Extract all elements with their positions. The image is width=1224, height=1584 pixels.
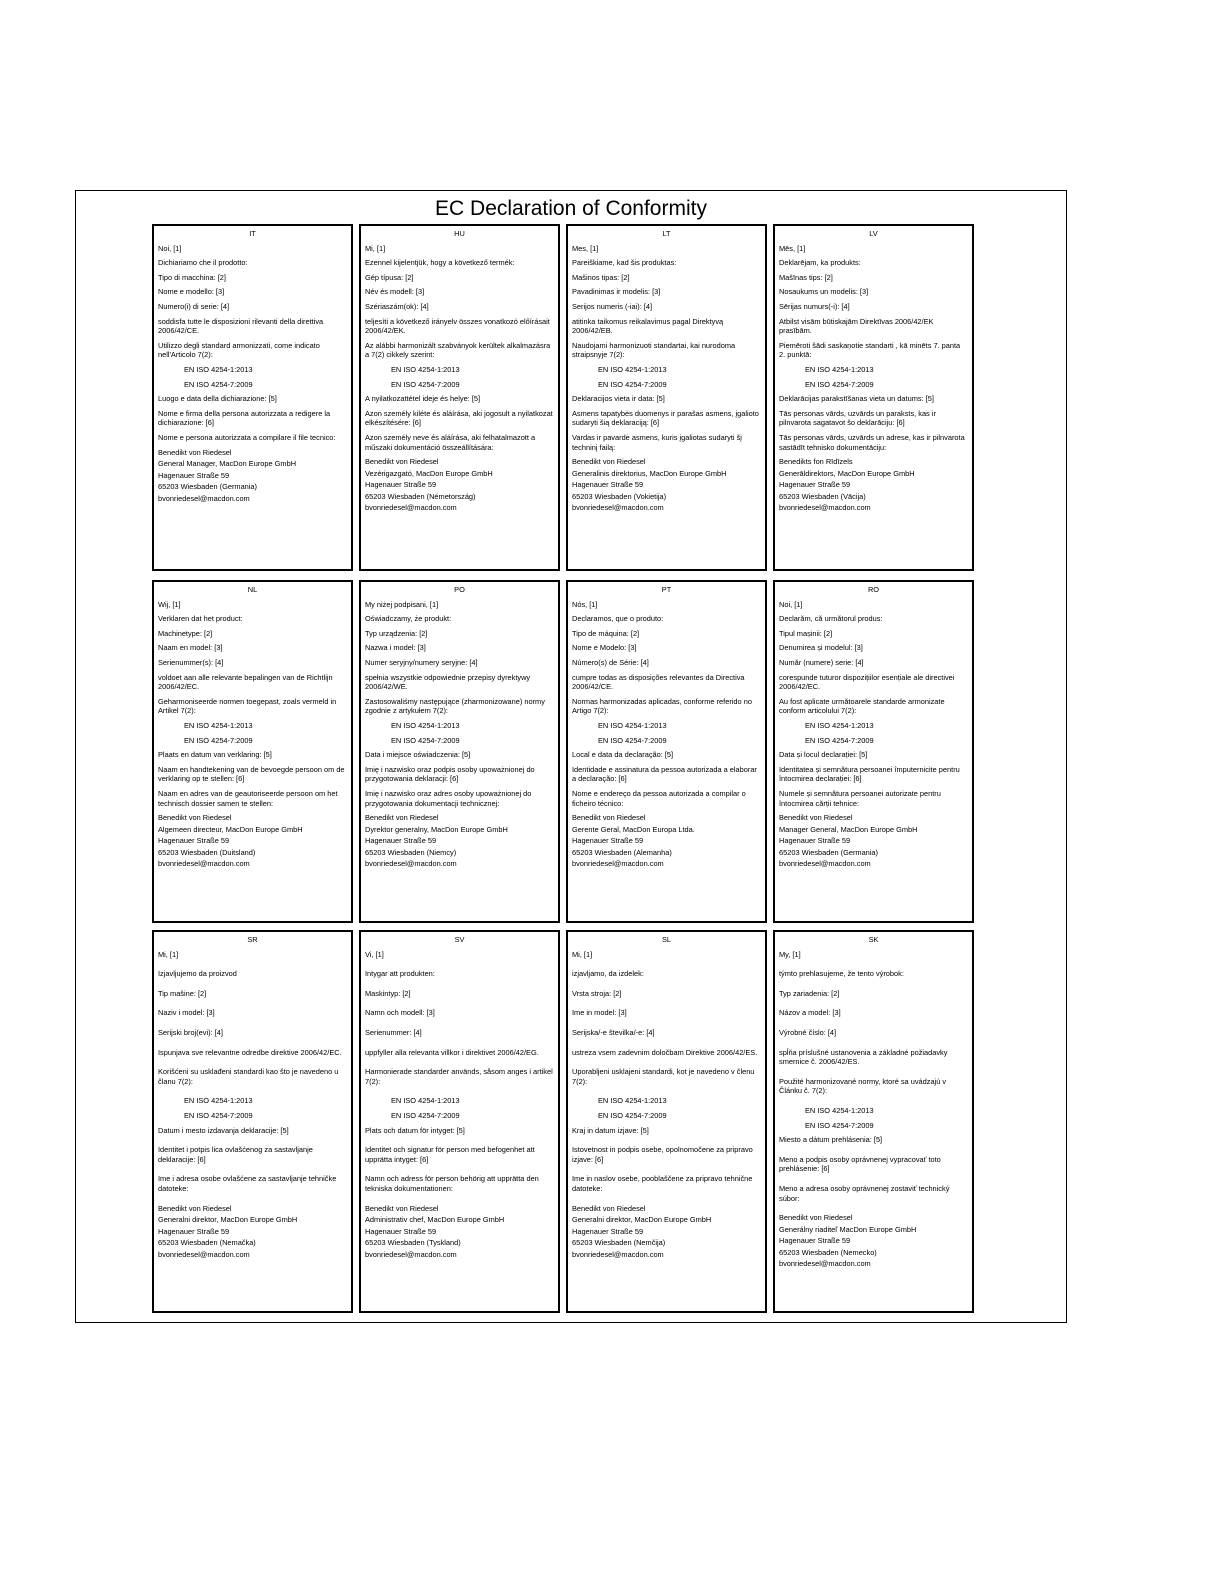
declaration-line: Vardas ir pavardė asmens, kuris įgaliotas sudaryti šį techninį failą: bbox=[572, 432, 742, 452]
standard-ref: EN ISO 4254-7:2009 bbox=[805, 1120, 874, 1130]
declaration-line: Tip mašine: [2] bbox=[158, 988, 207, 998]
declaration-line: Mi, [1] bbox=[572, 949, 593, 959]
signatory-line: Hagenauer Straße 59 bbox=[365, 1226, 437, 1236]
declaration-line: Identitatea și semnătura persoanei împuternicite pentru întocmirea declarației: [6] bbox=[779, 764, 960, 784]
declaration-line: Numele și semnătura persoanei autorizate pentru întocmirea cărții tehnice: bbox=[779, 788, 941, 808]
signatory-line: Generalni direktor, MacDon Europe GmbH bbox=[158, 1215, 298, 1225]
declaration-line: soddisfa tutte le disposizioni rilevanti della direttiva 2006/42/CE. bbox=[158, 316, 324, 336]
standard-ref: EN ISO 4254-1:2013 bbox=[598, 720, 667, 730]
declaration-line: teljesíti a következő irányelv összes vonatkozó előírásait 2006/42/EK. bbox=[365, 316, 550, 336]
signatory-line: 65203 Wiesbaden (Niemcy) bbox=[365, 847, 457, 857]
declaration-line: Maskintyp: [2] bbox=[365, 988, 411, 998]
declaration-line: Meno a adresa osoby oprávnenej zostaviť technický súbor: bbox=[779, 1183, 950, 1203]
signatory-line: Hagenauer Straße 59 bbox=[158, 1226, 230, 1236]
declaration-line: ustreza vsem zadevnim določbam Direktive 2006/42/ES. bbox=[572, 1047, 758, 1057]
signatory-line: 65203 Wiesbaden (Tyskland) bbox=[365, 1238, 461, 1248]
declaration-line: Tipo di macchina: [2] bbox=[158, 272, 226, 282]
declaration-line: Local e data da declaração: [5] bbox=[572, 750, 674, 760]
declaration-line: Número(s) de Série: [4] bbox=[572, 657, 649, 667]
declaration-line: Sērijas numurs(-i): [4] bbox=[779, 301, 850, 311]
declaration-line: Serienummer(s): [4] bbox=[158, 657, 224, 667]
language-code: SK bbox=[868, 935, 879, 944]
signatory-line: bvonriedesel@macdon.com bbox=[365, 503, 457, 513]
declaration-line: Tās personas vārds, uzvārds un paraksts, kas ir pilnvarota sagatavot šo deklarāciju: [6] bbox=[779, 408, 936, 428]
declaration-line: Mašinos tipas: [2] bbox=[572, 272, 630, 282]
signatory-line: Benedikt von Riedesel bbox=[158, 447, 232, 457]
signatory-line: General Manager, MacDon Europe GmbH bbox=[158, 459, 297, 469]
declaration-line: Istovetnost in podpis osebe, opolnomočene za pripravo izjave: [6] bbox=[572, 1145, 753, 1164]
declaration-line: Geharmoniseerde normen toegepast, zoals vermeld in Artikel 7(2): bbox=[158, 696, 337, 716]
language-code: SV bbox=[454, 935, 465, 944]
signatory-line: 65203 Wiesbaden (Germania) bbox=[779, 847, 879, 857]
signatory-line: 65203 Wiesbaden (Nemecko) bbox=[779, 1247, 877, 1257]
signatory-line: 65203 Wiesbaden (Nemčija) bbox=[572, 1238, 666, 1248]
declaration-line: Korišćeni su usklađeni standardi kao što je navedeno u članu 7(2): bbox=[158, 1067, 339, 1086]
declaration-line: Deklaracijos vieta ir data: [5] bbox=[572, 394, 665, 404]
signatory-line: bvonriedesel@macdon.com bbox=[365, 859, 457, 869]
standard-ref: EN ISO 4254-1:2013 bbox=[805, 1105, 874, 1115]
declaration-line: Nome e Modelo: [3] bbox=[572, 643, 637, 653]
signatory-block bbox=[572, 457, 761, 513]
signatory-line: Administrativ chef, MacDon Europe GmbH bbox=[365, 1215, 505, 1225]
declaration-line: Datum i mesto izdavanja deklaracije: [5] bbox=[158, 1125, 289, 1135]
signatory-line: bvonriedesel@macdon.com bbox=[158, 1249, 250, 1259]
signatory-line: bvonriedesel@macdon.com bbox=[158, 493, 250, 503]
declaration-line: Serijska/-e številka/-e: [4] bbox=[572, 1027, 655, 1037]
standard-ref: EN ISO 4254-1:2013 bbox=[184, 720, 253, 730]
declaration-line: Au fost aplicate următoarele standarde armonizate conform articolului 7(2): bbox=[779, 696, 945, 716]
declaration-line: Wij, [1] bbox=[158, 599, 181, 609]
declaration-line: Pareiškiame, kad šis produktas: bbox=[572, 258, 677, 268]
signatory-line: bvonriedesel@macdon.com bbox=[779, 503, 871, 513]
signatory-line: Generálny riaditeľ MacDon Europe GmbH bbox=[779, 1224, 917, 1234]
signatory-line: Benedikt von Riedesel bbox=[365, 813, 439, 823]
panel-lv bbox=[773, 224, 974, 571]
declaration-line: Luogo e data della dichiarazione: [5] bbox=[158, 394, 277, 404]
declaration-line: Intygar att produkten: bbox=[365, 969, 435, 979]
declaration-line: Asmens tapatybės duomenys ir parašas asmens, įgalioto sudaryti šią deklaraciją: [6] bbox=[572, 408, 759, 428]
declaration-line: Ezennel kijelentjük, hogy a következő termék: bbox=[365, 258, 515, 268]
panel-lt bbox=[566, 224, 767, 571]
declaration-line: Deklarējam, ka produkts: bbox=[779, 258, 861, 268]
declaration-line: Zastosowaliśmy następujące (zharmonizowane) normy zgodnie z artykułem 7(2): bbox=[365, 696, 545, 716]
declaration-line: Numero(i) di serie: [4] bbox=[158, 301, 230, 311]
declaration-line: Utilizzo degli standard armonizzati, come indicato nell'Articolo 7(2): bbox=[158, 340, 320, 360]
signatory-line: 65203 Wiesbaden (Németország) bbox=[365, 491, 476, 501]
signatory-line: Benedikt von Riedesel bbox=[158, 1203, 232, 1213]
language-code: HU bbox=[454, 229, 465, 238]
signatory-block bbox=[158, 813, 347, 869]
signatory-line: 65203 Wiesbaden (Alemanha) bbox=[572, 847, 672, 857]
standard-ref: EN ISO 4254-1:2013 bbox=[805, 720, 874, 730]
declaration-line: My, [1] bbox=[779, 949, 801, 959]
standard-ref: EN ISO 4254-1:2013 bbox=[391, 720, 460, 730]
panel-it bbox=[152, 224, 353, 571]
declaration-line: spĺňa príslušné ustanovenia a základné požiadavky smernice č. 2006/42/ES. bbox=[779, 1047, 948, 1067]
signatory-block bbox=[572, 1204, 761, 1260]
declaration-line: Identitet och signatur för person med befogenhet att upprätta intyget: [6] bbox=[365, 1145, 535, 1164]
standard-ref: EN ISO 4254-7:2009 bbox=[184, 735, 253, 745]
signatory-line: Benedikts fon Rīdīzels bbox=[779, 457, 853, 467]
signatory-line: Benedikt von Riedesel bbox=[365, 1203, 439, 1213]
signatory-line: bvonriedesel@macdon.com bbox=[779, 1259, 871, 1269]
declaration-line: Tipo de máquina: [2] bbox=[572, 628, 640, 638]
signatory-line: 65203 Wiesbaden (Duitsland) bbox=[158, 847, 256, 857]
signatory-line: Benedikt von Riedesel bbox=[572, 813, 646, 823]
signatory-line: bvonriedesel@macdon.com bbox=[365, 1249, 457, 1259]
declaration-line: Serienummer: [4] bbox=[365, 1027, 422, 1037]
signatory-line: Hagenauer Straße 59 bbox=[572, 836, 644, 846]
standard-ref: EN ISO 4254-1:2013 bbox=[391, 1096, 460, 1106]
standard-ref: EN ISO 4254-7:2009 bbox=[391, 379, 460, 389]
signatory-line: 65203 Wiesbaden (Nemačka) bbox=[158, 1238, 256, 1248]
declaration-line: voldoet aan alle relevante bepalingen van de Richtlijn 2006/42/EC. bbox=[158, 672, 333, 692]
declaration-line: týmto prehlasujeme, že tento výrobok: bbox=[779, 969, 904, 979]
declaration-line: Kraj in datum izjave: [5] bbox=[572, 1125, 649, 1135]
panel-po bbox=[359, 580, 560, 923]
standard-ref: EN ISO 4254-1:2013 bbox=[598, 364, 667, 374]
signatory-line: bvonriedesel@macdon.com bbox=[779, 859, 871, 869]
declaration-line: Ime in naslov osebe, pooblaščene za pripravo tehnične datoteke: bbox=[572, 1174, 753, 1193]
standard-ref: EN ISO 4254-1:2013 bbox=[184, 1096, 253, 1106]
declaration-line: Verklaren dat het product: bbox=[158, 614, 243, 624]
signatory-line: Hagenauer Straße 59 bbox=[779, 480, 851, 490]
declaration-line: Ime i adresa osobe ovlašćene za sastavljanje tehničke datoteke: bbox=[158, 1174, 337, 1193]
signatory-line: Hagenauer Straße 59 bbox=[779, 836, 851, 846]
signatory-block bbox=[158, 1204, 347, 1260]
page-title: EC Declaration of Conformity bbox=[435, 197, 707, 220]
declaration-line: Mi, [1] bbox=[365, 243, 386, 253]
signatory-line: 65203 Wiesbaden (Germania) bbox=[158, 482, 258, 492]
declaration-line: Machinetype: [2] bbox=[158, 628, 213, 638]
declaration-line: atitinka taikomus reikalavimus pagal Direktyvą 2006/42/EB. bbox=[572, 316, 724, 336]
declaration-line: Nome e persona autorizzata a compilare il file tecnico: bbox=[158, 432, 336, 442]
declaration-line: cumpre todas as disposições relevantes da Directiva 2006/42/CE. bbox=[572, 672, 745, 692]
signatory-line: 65203 Wiesbaden (Vācija) bbox=[779, 491, 866, 501]
language-code: RO bbox=[867, 585, 880, 594]
standard-ref: EN ISO 4254-7:2009 bbox=[184, 379, 253, 389]
declaration-line: Az alábbi harmonizált szabványok kerültek alkalmazásra a 7(2) cikkely szerint: bbox=[365, 340, 551, 360]
signatory-line: Benedikt von Riedesel bbox=[572, 1203, 646, 1213]
declaration-line: Nós, [1] bbox=[572, 599, 598, 609]
declaration-line: Nosaukums un modelis: [3] bbox=[779, 287, 869, 297]
declaration-line: Nome e endereço da pessoa autorizada a compilar o ficheiro técnico: bbox=[572, 788, 746, 808]
declaration-line: Gép típusa: [2] bbox=[365, 272, 414, 282]
declaration-line: Azon személy neve és aláírása, aki felhatalmazott a műszaki dokumentáció összeállítására: bbox=[365, 432, 536, 452]
standard-ref: EN ISO 4254-1:2013 bbox=[598, 1096, 667, 1106]
signatory-line: Hagenauer Straße 59 bbox=[572, 480, 644, 490]
declaration-line: Miesto a dátum prehlásenia: [5] bbox=[779, 1135, 883, 1145]
signatory-line: Dyrektor generalny, MacDon Europe GmbH bbox=[365, 824, 508, 834]
declaration-line: Vi, [1] bbox=[365, 949, 384, 959]
declaration-line: Harmonierade standarder används, såsom anges i artikel 7(2): bbox=[365, 1067, 553, 1086]
declaration-line: Atbilst visām būtiskajām Direktīvas 2006/42/EK prasībām. bbox=[779, 316, 934, 336]
declaration-line: Szériaszám(ok): [4] bbox=[365, 301, 429, 311]
signatory-line: Benedikt von Riedesel bbox=[158, 813, 232, 823]
declaration-line: Név és modell: [3] bbox=[365, 287, 425, 297]
signatory-block bbox=[779, 457, 968, 513]
signatory-line: Benedikt von Riedesel bbox=[365, 457, 439, 467]
signatory-line: Manager General, MacDon Europe GmbH bbox=[779, 824, 918, 834]
declaration-line: Naudojami harmonizuoti standartai, kai nurodoma straipsnyje 7(2): bbox=[572, 340, 736, 360]
signatory-block bbox=[158, 448, 347, 504]
declaration-line: Namn och adress för person behörig att upprätta den tekniska dokumentationen: bbox=[365, 1174, 539, 1193]
signatory-block bbox=[365, 813, 554, 869]
declaration-line: Oświadczamy, że produkt: bbox=[365, 614, 452, 624]
declaration-line: Mēs, [1] bbox=[779, 243, 806, 253]
standard-ref: EN ISO 4254-1:2013 bbox=[391, 364, 460, 374]
panel-sr bbox=[152, 930, 353, 1313]
signatory-line: 65203 Wiesbaden (Vokietija) bbox=[572, 491, 667, 501]
declaration-line: spełnia wszystkie odpowiednie przepisy dyrektywy 2006/42/WE. bbox=[365, 672, 531, 692]
declaration-line: uppfyller alla relevanta villkor i direktivet 2006/42/EG. bbox=[365, 1047, 539, 1057]
standard-ref: EN ISO 4254-7:2009 bbox=[184, 1110, 253, 1120]
signatory-line: bvonriedesel@macdon.com bbox=[158, 859, 250, 869]
signatory-line: Benedikt von Riedesel bbox=[779, 1213, 853, 1223]
declaration-line: Vrsta stroja: [2] bbox=[572, 988, 622, 998]
declaration-line: Tās personas vārds, uzvārds un adrese, kas ir pilnvarota sastādīt tehnisko dokumentāciju: bbox=[779, 432, 965, 452]
standard-ref: EN ISO 4254-7:2009 bbox=[805, 379, 874, 389]
declaration-line: Uporabljeni usklajeni standardi, kot je navedeno v členu 7(2): bbox=[572, 1067, 755, 1086]
signatory-line: bvonriedesel@macdon.com bbox=[572, 1249, 664, 1259]
standard-ref: EN ISO 4254-7:2009 bbox=[598, 1110, 667, 1120]
panel-sk bbox=[773, 930, 974, 1313]
declaration-line: Identitet i potpis lica ovlašćenog za sastavljanje deklaracije: [6] bbox=[158, 1145, 313, 1164]
declaration-line: Plaats en datum van verklaring: [5] bbox=[158, 750, 272, 760]
declaration-line: izjavljamo, da izdelek: bbox=[572, 969, 644, 979]
declaration-line: Plats och datum för intyget: [5] bbox=[365, 1125, 465, 1135]
signatory-line: bvonriedesel@macdon.com bbox=[572, 503, 664, 513]
language-code: PO bbox=[454, 585, 465, 594]
declaration-line: Namn och modell: [3] bbox=[365, 1008, 435, 1018]
declaration-line: Normas harmonizadas aplicadas, conforme referido no Artigo 7(2): bbox=[572, 696, 752, 716]
declaration-line: Data și locul declarației: [5] bbox=[779, 750, 868, 760]
declaration-line: Naam en adres van de geautoriseerde persoon om het technisch dossier samen te stellen: bbox=[158, 788, 338, 808]
panel-sv bbox=[359, 930, 560, 1313]
standard-ref: EN ISO 4254-7:2009 bbox=[805, 735, 874, 745]
standard-ref: EN ISO 4254-7:2009 bbox=[391, 1110, 460, 1120]
signatory-line: Generāldirektors, MacDon Europe GmbH bbox=[779, 468, 915, 478]
signatory-block bbox=[365, 1204, 554, 1260]
declaration-line: Declarăm, că următorul produs: bbox=[779, 614, 883, 624]
declaration-line: Numer seryjny/numery seryjne: [4] bbox=[365, 657, 478, 667]
language-code: SL bbox=[661, 935, 672, 944]
language-code: LT bbox=[662, 229, 671, 238]
signatory-block bbox=[779, 1213, 968, 1269]
declaration-line: Piemēroti šādi saskaņotie standarti , kā minēts 7. panta 2. punktā: bbox=[779, 340, 961, 360]
declaration-line: Naam en handtekening van de bevoegde persoon om de verklaring op te stellen: [6] bbox=[158, 764, 345, 784]
signatory-line: Benedikt von Riedesel bbox=[779, 813, 853, 823]
signatory-line: Gerente Geral, MacDon Europa Ltda. bbox=[572, 824, 695, 834]
declaration-line: Názov a model: [3] bbox=[779, 1008, 841, 1018]
declaration-line: Ispunjava sve relevantne odredbe direktive 2006/42/EC. bbox=[158, 1047, 342, 1057]
language-code: IT bbox=[249, 229, 256, 238]
declaration-line: corespunde tuturor dispozițiilor esențiale ale directivei 2006/42/EC. bbox=[779, 672, 955, 692]
declaration-line: Výrobné číslo: [4] bbox=[779, 1027, 837, 1037]
declaration-line: Imię i nazwisko oraz podpis osoby upoważnionej do przygotowania deklaracji: [6] bbox=[365, 764, 535, 784]
declaration-line: Naziv i model: [3] bbox=[158, 1008, 215, 1018]
language-code: PT bbox=[661, 585, 672, 594]
declaration-line: Azon személy kiléte és aláírása, aki jogosult a nyilatkozat elkészítésére: [6] bbox=[365, 408, 553, 428]
declaration-line: Mašīnas tips: [2] bbox=[779, 272, 833, 282]
declaration-line: Meno a podpis osoby oprávnenej vypracovať toto prehlásenie: [6] bbox=[779, 1154, 941, 1174]
declaration-line: Mi, [1] bbox=[158, 949, 179, 959]
panel-pt bbox=[566, 580, 767, 923]
signatory-line: Vezérigazgató, MacDon Europe GmbH bbox=[365, 468, 493, 478]
signatory-line: Hagenauer Straße 59 bbox=[779, 1236, 851, 1246]
language-code: SR bbox=[247, 935, 258, 944]
signatory-line: Hagenauer Straße 59 bbox=[365, 480, 437, 490]
declaration-line: Identidade e assinatura da pessoa autorizada a elaborar a declaração: [6] bbox=[572, 764, 757, 784]
declaration-line: Număr (numere) serie: [4] bbox=[779, 657, 864, 667]
declaration-line: Mes, [1] bbox=[572, 243, 599, 253]
panel-ro bbox=[773, 580, 974, 923]
language-code: LV bbox=[869, 229, 878, 238]
declaration-line: Noi, [1] bbox=[158, 243, 182, 253]
signatory-block bbox=[779, 813, 968, 869]
declaration-line: Nome e firma della persona autorizzata a redigere la dichiarazione: [6] bbox=[158, 408, 331, 428]
declaration-line: Nome e modello: [3] bbox=[158, 287, 225, 297]
declaration-line: Použité harmonizované normy, ktoré sa uvádzajú v Článku č. 7(2): bbox=[779, 1076, 947, 1096]
signatory-line: Hagenauer Straße 59 bbox=[365, 836, 437, 846]
declaration-line: My niżej podpisani, [1] bbox=[365, 599, 439, 609]
panel-nl bbox=[152, 580, 353, 923]
panel-hu bbox=[359, 224, 560, 571]
signatory-line: Generalinis direktorius, MacDon Europe GmbH bbox=[572, 468, 727, 478]
declaration-line: Tipul mașinii: [2] bbox=[779, 628, 833, 638]
declaration-line: Data i miejsce oświadczenia: [5] bbox=[365, 750, 471, 760]
declaration-line: Denumirea și modelul: [3] bbox=[779, 643, 863, 653]
signatory-line: Benedikt von Riedesel bbox=[572, 457, 646, 467]
language-code: NL bbox=[247, 585, 258, 594]
signatory-line: Hagenauer Straße 59 bbox=[572, 1226, 644, 1236]
signatory-block bbox=[572, 813, 761, 869]
standard-ref: EN ISO 4254-7:2009 bbox=[598, 735, 667, 745]
declaration-line: Imię i nazwisko oraz adres osoby upoważnionej do przygotowania dokumentacji technicznej: bbox=[365, 788, 532, 808]
signatory-line: Algemeen directeur, MacDon Europe GmbH bbox=[158, 824, 303, 834]
declaration-line: Declaramos, que o produto: bbox=[572, 614, 664, 624]
declaration-line: Nazwa i model: [3] bbox=[365, 643, 426, 653]
declaration-line: Deklarācijas parakstīšanas vieta un datums: [5] bbox=[779, 394, 934, 404]
standard-ref: EN ISO 4254-7:2009 bbox=[598, 379, 667, 389]
declaration-line: Pavadinimas ir modelis: [3] bbox=[572, 287, 661, 297]
declaration-line: Serijos numeris (-iai): [4] bbox=[572, 301, 653, 311]
declaration-line: A nyilatkozattétel ideje és helye: [5] bbox=[365, 394, 481, 404]
declaration-line: Naam en model: [3] bbox=[158, 643, 223, 653]
signatory-line: bvonriedesel@macdon.com bbox=[572, 859, 664, 869]
signatory-line: Hagenauer Straße 59 bbox=[158, 470, 230, 480]
signatory-block bbox=[365, 457, 554, 513]
declaration-line: Ime in model: [3] bbox=[572, 1008, 627, 1018]
declaration-line: Serijski broj(evi): [4] bbox=[158, 1027, 223, 1037]
signatory-line: Hagenauer Straße 59 bbox=[158, 836, 230, 846]
standard-ref: EN ISO 4254-1:2013 bbox=[805, 364, 874, 374]
standard-ref: EN ISO 4254-1:2013 bbox=[184, 364, 253, 374]
declaration-line: Typ zariadenia: [2] bbox=[779, 988, 840, 998]
signatory-line: Generalni direktor, MacDon Europe GmbH bbox=[572, 1215, 712, 1225]
declaration-line: Izjavljujemo da proizvod bbox=[158, 969, 237, 979]
declaration-line: Dichiariamo che il prodotto: bbox=[158, 258, 248, 268]
declaration-line: Noi, [1] bbox=[779, 599, 803, 609]
declaration-line: Typ urządzenia: [2] bbox=[365, 628, 428, 638]
panel-sl bbox=[566, 930, 767, 1313]
standard-ref: EN ISO 4254-7:2009 bbox=[391, 735, 460, 745]
